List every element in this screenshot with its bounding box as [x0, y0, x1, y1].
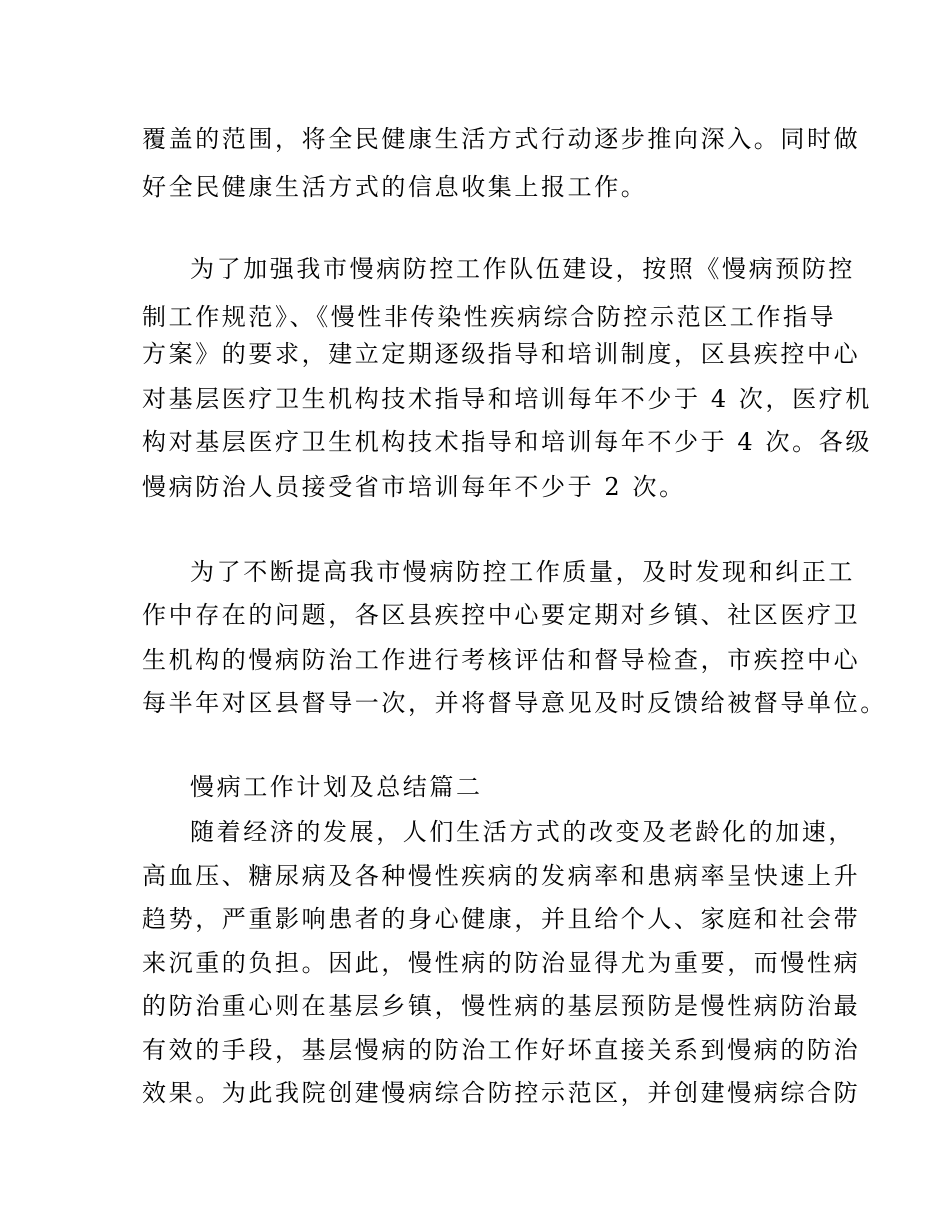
text-line: 构对基层医疗卫生机构技术指导和培训每年不少于 4 次。各级 — [142, 428, 872, 456]
text-line: 来沉重的负担。因此，慢性病的防治显得尤为重要，而慢性病 — [142, 949, 861, 977]
text-line: 制工作规范》、《慢性非传染性疾病综合防控示范区工作指导 — [142, 303, 837, 331]
text-line: 每半年对区县督导一次，并将督导意见及时反馈给被督导单位。 — [142, 689, 887, 717]
text-line: 生机构的慢病防治工作进行考核评估和督导检查，市疾控中心 — [142, 646, 861, 674]
text-line: 对基层医疗卫生机构技术指导和培训每年不少于 4 次，医疗机 — [142, 385, 872, 413]
text-line: 的防治重心则在基层乡镇，慢性病的基层预防是慢性病防治最 — [142, 992, 861, 1020]
text-line: 覆盖的范围，将全民健康生活方式行动逐步推向深入。同时做 — [142, 125, 861, 153]
text-line: 随着经济的发展，人们生活方式的改变及老龄化的加速， — [190, 818, 855, 846]
text-line: 作中存在的问题，各区县疾控中心要定期对乡镇、社区医疗卫 — [142, 601, 861, 629]
text-line: 为了加强我市慢病防控工作队伍建设，按照《慢病预防控 — [190, 255, 855, 283]
text-line: 好全民健康生活方式的信息收集上报工作。 — [142, 173, 648, 201]
text-line: 慢病防治人员接受省市培训每年不少于 2 次。 — [142, 473, 686, 501]
section-heading: 慢病工作计划及总结篇二 — [190, 773, 483, 801]
text-line: 高血压、糖尿病及各种慢性疾病的发病率和患病率呈快速上升 — [142, 862, 861, 890]
text-line: 趋势，严重影响患者的身心健康，并且给个人、家庭和社会带 — [142, 905, 861, 933]
text-line: 为了不断提高我市慢病防控工作质量，及时发现和纠正工 — [190, 558, 855, 586]
text-line: 方案》的要求，建立定期逐级指导和培训制度，区县疾控中心 — [142, 340, 861, 368]
text-line: 有效的手段，基层慢病的防治工作好坏直接关系到慢病的防治 — [142, 1036, 861, 1064]
text-line: 效果。为此我院创建慢病综合防控示范区，并创建慢病综合防 — [142, 1079, 861, 1107]
